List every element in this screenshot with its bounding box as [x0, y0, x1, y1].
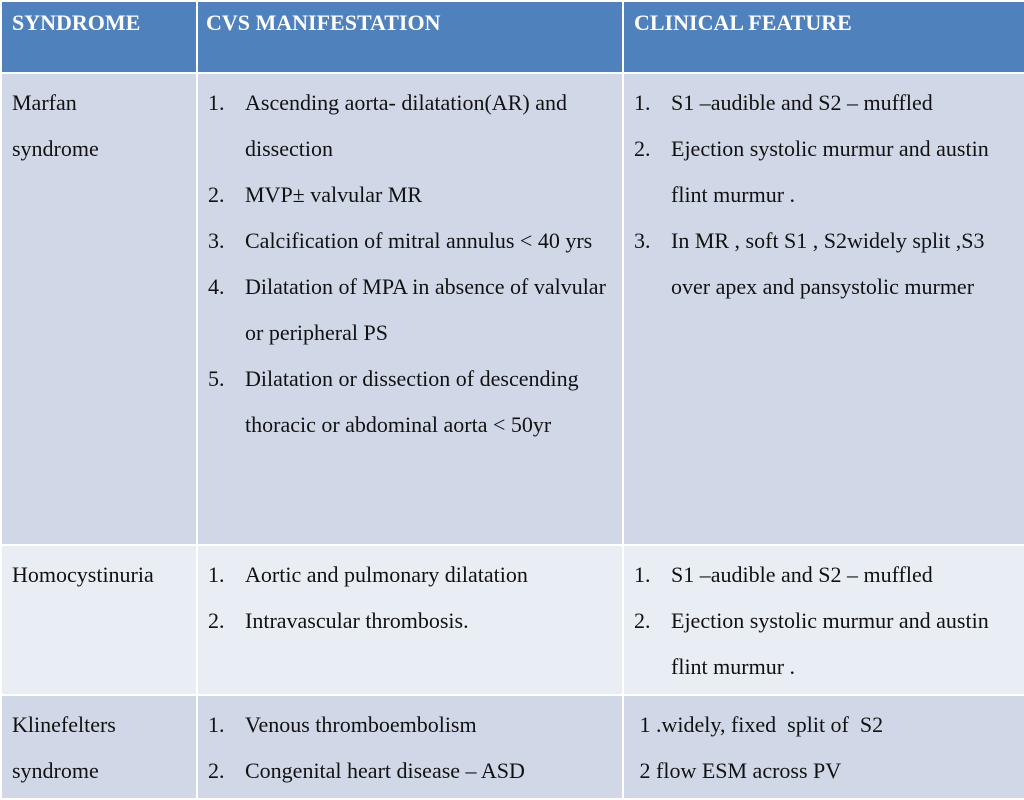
- cvs-manifestation-cell: [197, 545, 623, 695]
- header-cvs-manifestation: CVS MANIFESTATION: [197, 1, 623, 73]
- header-syndrome: SYNDROME: [1, 1, 197, 73]
- syndrome-cell: [1, 695, 197, 799]
- list-item: 1. Venous thromboembolism: [208, 712, 477, 737]
- list-item: 1. Ascending aorta- dilatation(AR) and dissection: [208, 90, 567, 161]
- syndrome-name-line: syndrome: [12, 136, 99, 161]
- syndrome-name-line: Marfan: [12, 90, 77, 115]
- syndrome-name-line: syndrome: [12, 758, 99, 783]
- list-item: 2. MVP± valvular MR: [208, 182, 423, 207]
- cvs-manifestation-list: [208, 702, 616, 794]
- cvs-manifestation-cell: [197, 695, 623, 799]
- cvs-manifestation-list: [208, 80, 616, 448]
- clinical-feature-line: 1 .widely, fixed split of S2: [634, 712, 884, 737]
- list-item: 1. S1 –audible and S2 – muffled: [634, 562, 933, 587]
- clinical-feature-line: 2 flow ESM across PV: [634, 758, 842, 783]
- list-item: 2. Ejection systolic murmur and austin flint murmur .: [634, 136, 989, 207]
- clinical-feature-cell: [623, 695, 1024, 799]
- table-row-klinefelters: [1, 695, 1024, 799]
- syndrome-cell: [1, 545, 197, 695]
- header-row: [1, 1, 1024, 73]
- syndrome-cell: [1, 73, 197, 545]
- clinical-feature-list: [634, 552, 1018, 690]
- cvs-manifestation-cell: [197, 73, 623, 545]
- list-item: 5. Dilatation or dissection of descending thoracic or abdominal aorta < 50yr: [208, 366, 579, 437]
- table-row-marfan: [1, 73, 1024, 545]
- list-item: 2. Intravascular thrombosis.: [208, 608, 469, 633]
- header-clinical-feature: CLINICAL FEATURE: [623, 1, 1024, 73]
- list-item: 1. S1 –audible and S2 – muffled: [634, 90, 933, 115]
- list-item: 2. Ejection systolic murmur and austin flint murmur .: [634, 608, 989, 679]
- clinical-feature-cell: [623, 545, 1024, 695]
- cvs-manifestation-list: [208, 552, 616, 644]
- table-row-homocystinuria: [1, 545, 1024, 695]
- clinical-feature-list: [634, 80, 1018, 310]
- list-item: 3. Calcification of mitral annulus < 40 yrs: [208, 228, 593, 253]
- list-item: 1. Aortic and pulmonary dilatation: [208, 562, 528, 587]
- list-item: 4. Dilatation of MPA in absence of valvular or peripheral PS: [208, 274, 606, 345]
- list-item: 3. In MR , soft S1 , S2widely split ,S3 over apex and pansystolic murmer: [634, 228, 985, 299]
- list-item: 2. Congenital heart disease – ASD: [208, 758, 525, 783]
- syndrome-name-line: Homocystinuria: [12, 562, 154, 587]
- clinical-feature-cell: [623, 73, 1024, 545]
- syndrome-name-line: Klinefelters: [12, 712, 116, 737]
